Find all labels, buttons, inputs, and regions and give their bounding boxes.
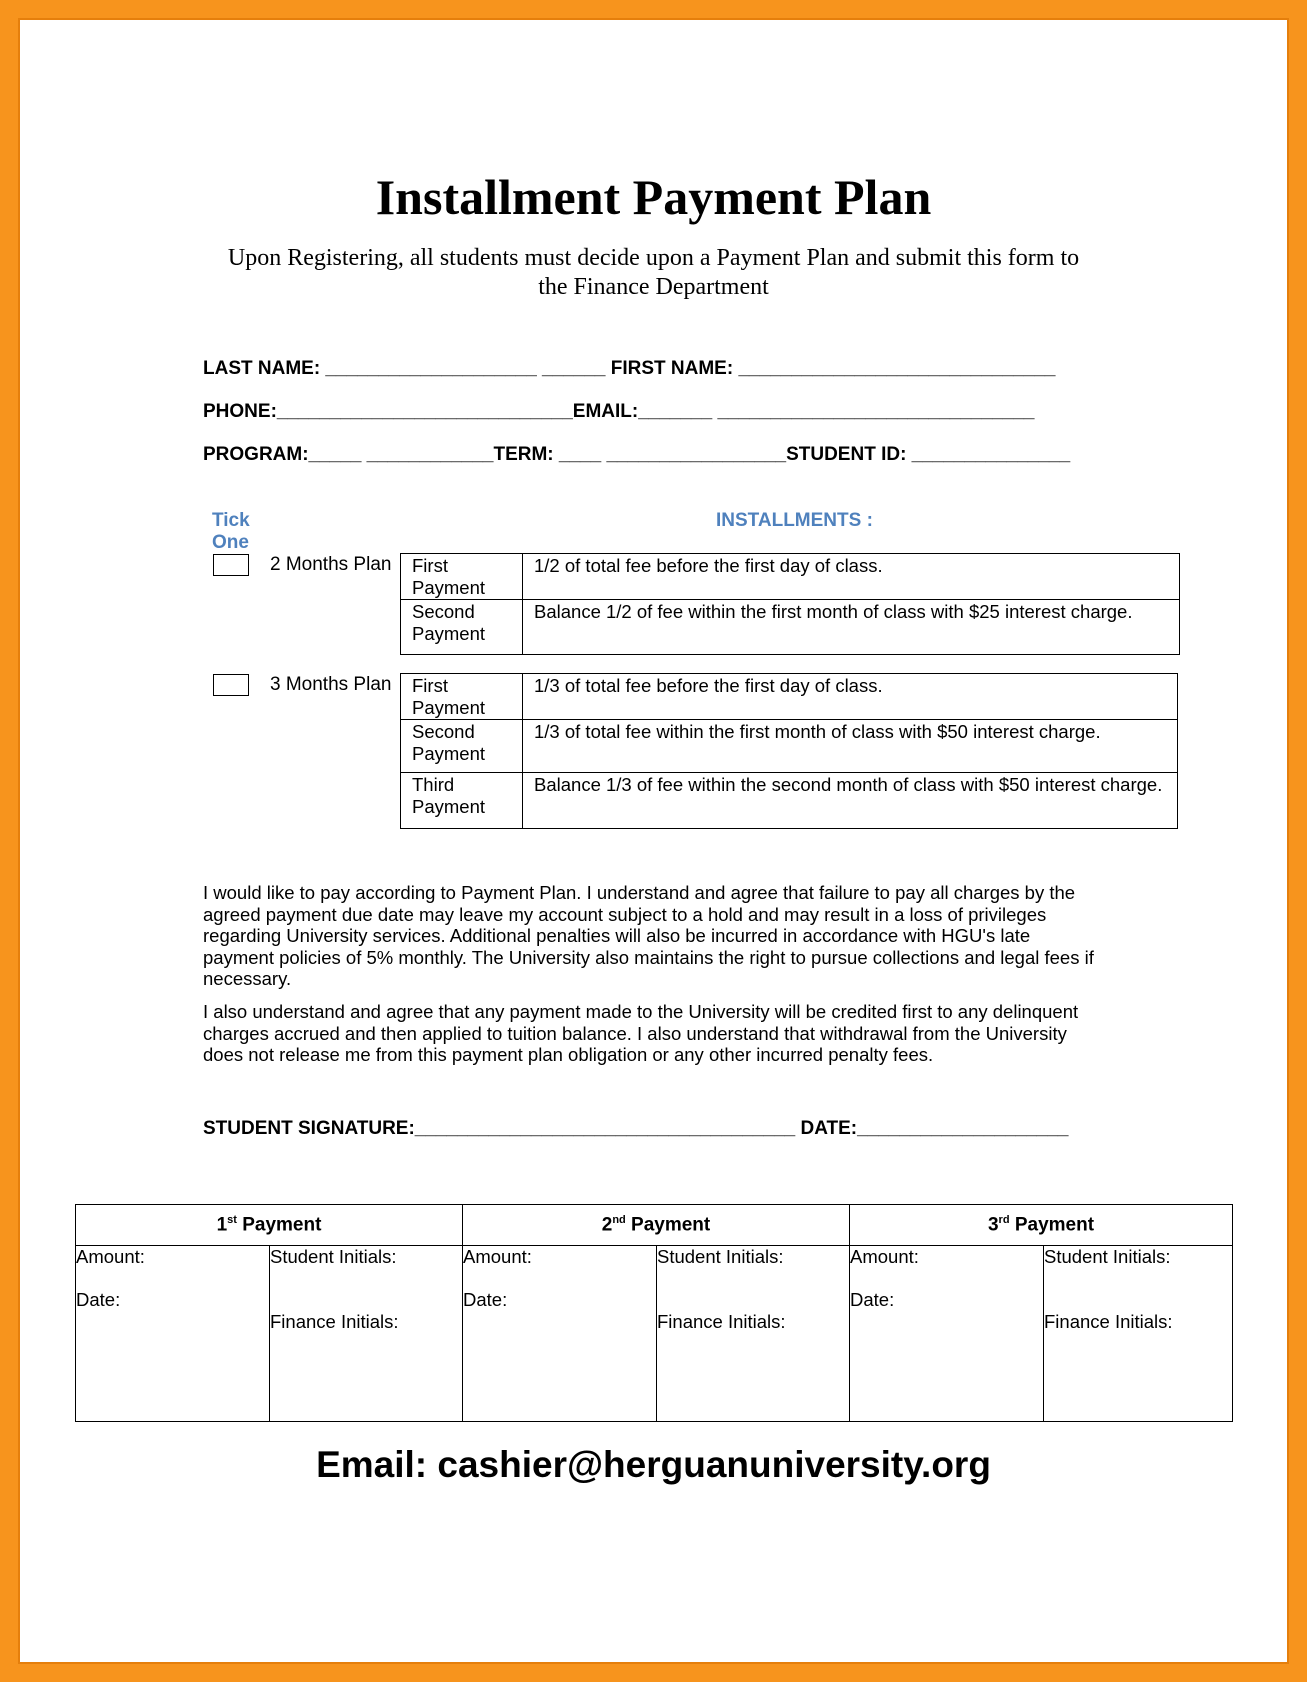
table-row xyxy=(76,1246,1233,1422)
two-month-plan-label: 2 Months Plan xyxy=(270,554,392,575)
payment-label: First xyxy=(412,555,448,576)
two-month-plan-checkbox[interactable] xyxy=(213,554,249,576)
installment-desc: 1/3 of total fee before the first day of class. xyxy=(523,674,1178,720)
date-label: Date: xyxy=(850,1289,895,1311)
payment-label: Payment xyxy=(412,743,486,764)
table-row xyxy=(401,674,1178,720)
contact-fields-row[interactable]: PHONE:____________________________EMAIL:_______ ______________________________ xyxy=(203,401,1035,422)
two-month-plan-table xyxy=(400,553,1180,655)
signature-date-line[interactable]: STUDENT SIGNATURE:____________________________________ DATE:____________________ xyxy=(203,1118,1069,1139)
amount-date-cell[interactable] xyxy=(850,1246,1044,1422)
table-header-row xyxy=(76,1205,1233,1246)
student-initials-label: Student Initials: xyxy=(657,1246,784,1267)
initials-cell[interactable] xyxy=(270,1246,463,1422)
payment-label: Payment xyxy=(412,577,486,598)
installments-heading: INSTALLMENTS : xyxy=(716,510,873,531)
page-title: Installment Payment Plan xyxy=(375,169,932,225)
initials-cell[interactable] xyxy=(1044,1246,1233,1422)
table-row xyxy=(401,720,1178,773)
payment-cell xyxy=(401,554,523,600)
student-initials-label: Student Initials: xyxy=(270,1246,397,1267)
header-sup: rd xyxy=(998,1213,1010,1226)
tick-one-label xyxy=(212,510,250,554)
payment-label: First xyxy=(412,675,448,696)
finance-initials-label: Finance Initials: xyxy=(270,1310,399,1332)
agreement-paragraph-2: I also understand and agree that any payment made to the University will be credited first to any delinquent charges accrued and then applied to tuition balance. I also understand that withdrawal from the University does not release me from this payment plan obligation or any other incurred penalty fees. xyxy=(203,1001,1079,1066)
date-label: Date: xyxy=(76,1289,121,1311)
initials-cell[interactable] xyxy=(657,1246,850,1422)
payment-cell xyxy=(401,674,523,720)
finance-initials-label: Finance Initials: xyxy=(657,1310,786,1332)
footer-email: Email: cashier@herguanuniversity.org xyxy=(316,1444,991,1485)
second-payment-header xyxy=(463,1205,850,1246)
header-label: Payment xyxy=(1009,1214,1095,1236)
payment-cell xyxy=(401,720,523,773)
table-row xyxy=(401,554,1180,600)
amount-label: Amount: xyxy=(76,1246,145,1267)
payment-label: Third xyxy=(412,774,455,795)
tick-label-line-2: One xyxy=(212,532,249,553)
payment-label: Payment xyxy=(412,623,486,644)
amount-date-cell[interactable] xyxy=(76,1246,270,1422)
installment-desc: 1/3 of total fee within the first month of class with $50 interest charge. xyxy=(523,720,1178,773)
header-label: Payment xyxy=(236,1214,322,1236)
three-month-plan-label: 3 Months Plan xyxy=(270,674,392,695)
amount-date-cell[interactable] xyxy=(463,1246,657,1422)
payment-cell xyxy=(401,773,523,829)
student-initials-label: Student Initials: xyxy=(1044,1246,1171,1267)
header-sup: st xyxy=(227,1213,237,1226)
agreement-paragraph-1: I would like to pay according to Payment Plan. I understand and agree that failure to pay all charges by the agreed payment due date may leave my account subject to a hold and may result in a loss of privileges regarding University services. Additional penalties will also be incurred in accordance with HGU's late payment policies of 5% monthly. The University also maintains the right to pursue collections and legal fees if necessary. xyxy=(203,882,1094,990)
header-num: 3 xyxy=(987,1214,999,1236)
three-month-plan-table xyxy=(400,673,1178,829)
amount-label: Amount: xyxy=(463,1246,532,1267)
installment-desc: 1/2 of total fee before the first day of class. xyxy=(523,554,1180,600)
installment-desc: Balance 1/2 of fee within the first month of class with $25 interest charge. xyxy=(523,600,1180,655)
date-label: Date: xyxy=(463,1289,508,1311)
header-num: 2 xyxy=(601,1214,613,1236)
finance-initials-label: Finance Initials: xyxy=(1044,1310,1173,1332)
tick-label-line-1: Tick xyxy=(212,510,250,531)
payment-label: Payment xyxy=(412,796,486,817)
installment-desc: Balance 1/3 of fee within the second month of class with $50 interest charge. xyxy=(523,773,1178,829)
header-num: 1 xyxy=(216,1214,228,1236)
header-label: Payment xyxy=(625,1214,711,1236)
header-sup: nd xyxy=(612,1213,626,1226)
table-row xyxy=(401,600,1180,655)
payment-record-table xyxy=(75,1204,1233,1422)
payment-cell xyxy=(401,600,523,655)
name-fields-row[interactable]: LAST NAME: ____________________ ______ FIRST NAME: ______________________________ xyxy=(203,358,1056,379)
subtitle-line-2: the Finance Department xyxy=(538,274,769,300)
three-month-plan-checkbox[interactable] xyxy=(213,674,249,696)
subtitle-line-1: Upon Registering, all students must decide upon a Payment Plan and submit this form to xyxy=(227,245,1080,271)
payment-label: Second xyxy=(412,601,475,622)
subtitle xyxy=(190,244,1117,302)
first-payment-header xyxy=(76,1205,463,1246)
third-payment-header xyxy=(850,1205,1233,1246)
table-row xyxy=(401,773,1178,829)
payment-label: Second xyxy=(412,721,475,742)
payment-label: Payment xyxy=(412,697,486,718)
amount-label: Amount: xyxy=(850,1246,919,1267)
program-fields-row[interactable]: PROGRAM:_____ ____________TERM: ____ _________________STUDENT ID: _______________ xyxy=(203,444,1071,465)
